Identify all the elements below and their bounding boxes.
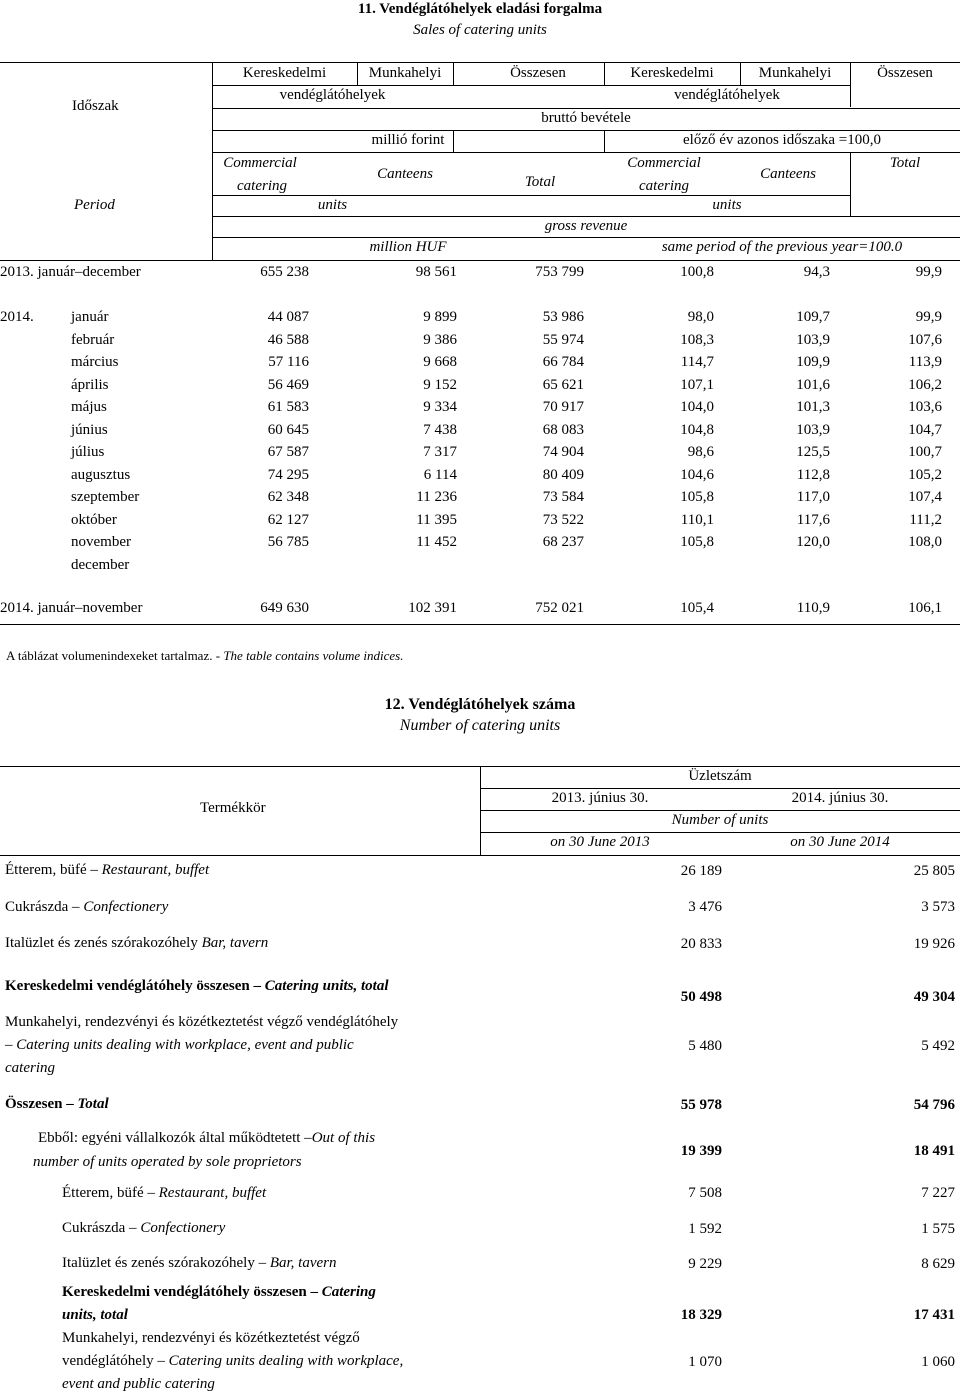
row-label-dash: – bbox=[5, 1037, 13, 1053]
table-cell: 655 238 bbox=[260, 264, 309, 280]
row-label-en2: units, total bbox=[62, 1307, 128, 1323]
table-cell: 105,8 bbox=[680, 489, 714, 505]
list-item bbox=[5, 1038, 354, 1053]
row-label-en: Bar, tavern bbox=[269, 1255, 337, 1271]
list-item bbox=[38, 1131, 375, 1146]
table-cell: 9 899 bbox=[423, 309, 457, 325]
month-label: november bbox=[71, 534, 131, 550]
col-kereskedelmi-index: Kereskedelmi bbox=[630, 65, 714, 81]
table-cell: 6 114 bbox=[423, 467, 457, 483]
table-cell: 100,8 bbox=[680, 264, 714, 280]
table-cell: 11 236 bbox=[416, 489, 457, 505]
table-cell: 62 348 bbox=[267, 489, 309, 505]
table-cell: 46 588 bbox=[267, 332, 309, 348]
row-label-en: Confectionery bbox=[140, 1220, 226, 1236]
table-cell: 8 629 bbox=[921, 1256, 955, 1272]
canteens-label: Canteens bbox=[377, 166, 433, 182]
table-cell: 100,7 bbox=[908, 444, 942, 460]
table-cell: 66 784 bbox=[542, 354, 584, 370]
month-label: április bbox=[71, 377, 109, 393]
col-osszesen: Összesen bbox=[510, 65, 566, 81]
row-label-hu: Cukrászda – bbox=[5, 899, 80, 915]
row-label-en: Catering units dealing with workplace, bbox=[168, 1353, 404, 1369]
month-label: március bbox=[71, 354, 119, 370]
date2-en: on 30 June 2014 bbox=[790, 834, 890, 850]
table-cell: 62 127 bbox=[267, 512, 309, 528]
idoszak-label: Időszak bbox=[72, 98, 119, 114]
list-item bbox=[5, 936, 268, 951]
table-cell: 98,0 bbox=[687, 309, 714, 325]
table-cell: 65 621 bbox=[542, 377, 584, 393]
table-cell: 105,4 bbox=[680, 600, 714, 616]
catering-index-label: catering bbox=[639, 178, 689, 194]
table12-subtitle: Number of catering units bbox=[399, 717, 561, 734]
table-cell: 112,8 bbox=[796, 467, 830, 483]
row-label-en: Catering units dealing with workplace, event and public bbox=[16, 1037, 354, 1053]
table-cell: 55 974 bbox=[542, 332, 584, 348]
table-cell: 104,0 bbox=[680, 399, 714, 415]
table11-title: 11. Vendéglátóhelyek eladási forgalma bbox=[357, 1, 603, 17]
table-cell: 114,7 bbox=[680, 354, 714, 370]
table-cell: 105,2 bbox=[908, 467, 942, 483]
vendeglatohelyek: vendéglátóhelyek bbox=[279, 87, 386, 103]
uzletszam-label: Üzletszám bbox=[688, 768, 752, 784]
table-cell: 9 229 bbox=[688, 1256, 722, 1272]
date1-en: on 30 June 2013 bbox=[550, 834, 650, 850]
commercial-index-label: Commercial bbox=[627, 155, 701, 171]
table-cell: 108,3 bbox=[680, 332, 714, 348]
million-huf: million HUF bbox=[369, 239, 447, 255]
table-cell: 120,0 bbox=[796, 534, 830, 550]
table-cell: 7 227 bbox=[921, 1185, 955, 1201]
month-label: július bbox=[71, 444, 105, 460]
table-cell: 1 060 bbox=[921, 1354, 955, 1370]
month-label: május bbox=[71, 399, 107, 415]
table-cell: 49 304 bbox=[913, 989, 955, 1005]
table-cell: 107,1 bbox=[680, 377, 714, 393]
table-cell: 104,7 bbox=[908, 422, 942, 438]
list-item bbox=[5, 1097, 109, 1112]
rule bbox=[0, 62, 960, 63]
row-label-hu: Munkahelyi, rendezvényi és közétkeztetést végző bbox=[62, 1330, 360, 1346]
table-cell: 18 491 bbox=[913, 1143, 955, 1159]
table-cell: 752 021 bbox=[535, 600, 584, 616]
table-cell: 7 508 bbox=[688, 1185, 722, 1201]
month-label: szeptember bbox=[71, 489, 140, 505]
table-cell: 94,3 bbox=[803, 264, 830, 280]
row-label-hu: Italüzlet és zenés szórakozóhely – bbox=[62, 1255, 267, 1271]
millio-forint: millió forint bbox=[371, 132, 445, 148]
table-cell: 5 492 bbox=[921, 1038, 955, 1054]
table-cell: 753 799 bbox=[535, 264, 584, 280]
table-cell: 53 986 bbox=[542, 309, 584, 325]
table-cell: 3 476 bbox=[688, 899, 722, 915]
date1-hu: 2013. június 30. bbox=[551, 790, 649, 806]
table-cell: 113,9 bbox=[908, 354, 942, 370]
note-en: The table contains volume indices. bbox=[223, 648, 404, 663]
list-item bbox=[62, 1256, 337, 1271]
table-cell: 106,2 bbox=[908, 377, 942, 393]
table-cell: 109,7 bbox=[796, 309, 830, 325]
table-cell: 9 386 bbox=[423, 332, 457, 348]
table-cell: 56 785 bbox=[267, 534, 309, 550]
table-cell: 101,3 bbox=[796, 399, 830, 415]
list-item bbox=[5, 863, 209, 878]
table12-title: 12. Vendéglátóhelyek száma bbox=[384, 696, 576, 713]
total-index-label: Total bbox=[889, 155, 921, 171]
row-label-en: Total bbox=[77, 1096, 109, 1112]
table-cell: 649 630 bbox=[260, 600, 309, 616]
table-cell: 101,6 bbox=[796, 377, 830, 393]
row-label-hu2: vendéglátóhely – bbox=[62, 1353, 165, 1369]
table-cell: 80 409 bbox=[542, 467, 584, 483]
table-cell: 106,1 bbox=[908, 600, 942, 616]
table-cell: 61 583 bbox=[267, 399, 309, 415]
table-cell: 111,2 bbox=[909, 512, 942, 528]
rule bbox=[480, 832, 960, 833]
table-cell: 107,4 bbox=[908, 489, 942, 505]
rule bbox=[480, 810, 960, 811]
list-item bbox=[62, 1186, 266, 1201]
table-cell: 26 189 bbox=[680, 863, 722, 879]
table-cell: 3 573 bbox=[921, 899, 955, 915]
col-munkahelyi: Munkahelyi bbox=[368, 65, 442, 81]
row-label-en2: number of units operated by sole proprietors bbox=[33, 1154, 302, 1170]
row-label-hu: Italüzlet és zenés szórakozóhely bbox=[5, 935, 198, 951]
table-cell: 117,0 bbox=[796, 489, 830, 505]
list-item bbox=[62, 1221, 225, 1236]
month-label: február bbox=[71, 332, 115, 348]
table-cell: 7 438 bbox=[423, 422, 457, 438]
table-cell: 1 592 bbox=[688, 1221, 722, 1237]
table-cell: 9 334 bbox=[423, 399, 457, 415]
col-osszesen-index: Összesen bbox=[877, 65, 933, 81]
table-cell: 99,9 bbox=[915, 264, 942, 280]
table-cell: 11 395 bbox=[416, 512, 457, 528]
table-cell: 104,6 bbox=[680, 467, 714, 483]
table-cell: 56 469 bbox=[267, 377, 309, 393]
row-label-hu: Munkahelyi, rendezvényi és közétkeztetést végző vendéglátóhely bbox=[5, 1014, 399, 1030]
row-label-en: Catering bbox=[321, 1284, 376, 1300]
month-label: december bbox=[71, 557, 130, 573]
row-label-en2: event and public catering bbox=[62, 1376, 215, 1392]
total-label: Total bbox=[524, 174, 556, 190]
canteens-index-label: Canteens bbox=[760, 166, 816, 182]
month-label: augusztus bbox=[71, 467, 131, 483]
number-of-units-label: Number of units bbox=[671, 812, 769, 828]
table-cell: 110,9 bbox=[796, 600, 830, 616]
table-cell: 9 152 bbox=[423, 377, 457, 393]
table-cell: 103,9 bbox=[796, 332, 830, 348]
row-label-hu: Ebből: egyéni vállalkozók által működtetett – bbox=[38, 1130, 312, 1146]
table-cell: 68 083 bbox=[542, 422, 584, 438]
table-cell: 60 645 bbox=[267, 422, 309, 438]
rule bbox=[0, 855, 960, 856]
vendeglatohelyek-index: vendéglátóhelyek bbox=[674, 87, 780, 103]
month-label: június bbox=[71, 422, 108, 438]
brutto-bevetele: bruttó bevétele bbox=[541, 110, 631, 126]
row-label-hu: Kereskedelmi vendéglátóhely összesen – bbox=[62, 1284, 318, 1300]
list-item bbox=[62, 1354, 403, 1369]
rule bbox=[212, 216, 960, 217]
table-cell: 1 575 bbox=[921, 1221, 955, 1237]
table-cell: 25 805 bbox=[913, 863, 955, 879]
month-label: január bbox=[71, 309, 109, 325]
table11-note bbox=[6, 649, 403, 662]
table-cell: 73 584 bbox=[542, 489, 584, 505]
row-label-en: Restaurant, buffet bbox=[101, 862, 210, 878]
row-2013-label: 2013. január–december bbox=[0, 264, 141, 280]
table-cell: 125,5 bbox=[796, 444, 830, 460]
month-label: október bbox=[71, 512, 117, 528]
rule bbox=[212, 130, 960, 131]
year-2014-label: 2014. bbox=[0, 309, 34, 325]
table-cell: 104,8 bbox=[680, 422, 714, 438]
table-cell: 107,6 bbox=[908, 332, 942, 348]
table-cell: 17 431 bbox=[913, 1307, 955, 1323]
row-label-hu: Cukrászda – bbox=[62, 1220, 137, 1236]
table-cell: 50 498 bbox=[680, 989, 722, 1005]
list-item bbox=[62, 1285, 376, 1300]
table-cell: 70 917 bbox=[542, 399, 584, 415]
termekkor-label: Termékkör bbox=[200, 800, 266, 816]
table-cell: 117,6 bbox=[796, 512, 830, 528]
table-cell: 102 391 bbox=[408, 600, 457, 616]
table-cell: 98 561 bbox=[415, 264, 457, 280]
table-cell: 103,6 bbox=[908, 399, 942, 415]
table-cell: 19 926 bbox=[913, 936, 955, 952]
rule bbox=[212, 237, 960, 238]
table-cell: 7 317 bbox=[423, 444, 457, 460]
rule bbox=[212, 85, 850, 86]
gross-revenue: gross revenue bbox=[544, 218, 628, 234]
row-label-en: Confectionery bbox=[83, 899, 169, 915]
table-cell: 54 796 bbox=[913, 1097, 955, 1113]
row-label-hu: Étterem, büfé – bbox=[5, 862, 98, 878]
units-index-label: units bbox=[712, 197, 742, 213]
table-cell: 1 070 bbox=[688, 1354, 722, 1370]
rule bbox=[0, 624, 960, 625]
table-cell: 9 668 bbox=[423, 354, 457, 370]
col-munkahelyi-index: Munkahelyi bbox=[758, 65, 832, 81]
table-cell: 68 237 bbox=[542, 534, 584, 550]
list-item bbox=[5, 979, 389, 994]
elozo-ev: előző év azonos időszaka =100,0 bbox=[683, 132, 881, 148]
row-label-hu: Kereskedelmi vendéglátóhely összesen – bbox=[5, 978, 261, 994]
rule bbox=[480, 788, 960, 789]
rule bbox=[212, 108, 960, 109]
date2-hu: 2014. június 30. bbox=[791, 790, 889, 806]
list-item bbox=[5, 900, 168, 915]
catering-label: catering bbox=[237, 178, 287, 194]
row-label-en: Out of this bbox=[311, 1130, 376, 1146]
table-cell: 18 329 bbox=[680, 1307, 722, 1323]
table11-subtitle: Sales of catering units bbox=[413, 22, 547, 38]
table-cell: 98,6 bbox=[687, 444, 714, 460]
table-cell: 11 452 bbox=[416, 534, 457, 550]
rule bbox=[0, 260, 960, 261]
table-cell: 74 904 bbox=[542, 444, 584, 460]
table-cell: 19 399 bbox=[680, 1143, 722, 1159]
commercial-label: Commercial bbox=[223, 155, 297, 171]
note-hu: A táblázat volumenindexeket tartalmaz. - bbox=[6, 648, 221, 663]
col-kereskedelmi: Kereskedelmi bbox=[242, 65, 327, 81]
row-label-en: Restaurant, buffet bbox=[158, 1185, 267, 1201]
table-cell: 57 116 bbox=[268, 354, 309, 370]
table-cell: 55 978 bbox=[680, 1097, 722, 1113]
table-cell: 103,9 bbox=[796, 422, 830, 438]
table-cell: 74 295 bbox=[267, 467, 309, 483]
table-cell: 67 587 bbox=[267, 444, 309, 460]
units-label: units bbox=[317, 197, 348, 213]
rule bbox=[212, 152, 960, 153]
row-label-en: Catering units, total bbox=[264, 978, 389, 994]
row-label-en2: catering bbox=[5, 1060, 55, 1076]
row-label-hu: Étterem, büfé – bbox=[62, 1185, 155, 1201]
row-2014-label: 2014. január–november bbox=[0, 600, 143, 616]
table-cell: 110,1 bbox=[680, 512, 714, 528]
row-label-hu: Összesen – bbox=[5, 1096, 74, 1112]
same-period: same period of the previous year=100.0 bbox=[661, 239, 903, 255]
table-cell: 109,9 bbox=[796, 354, 830, 370]
table-cell: 20 833 bbox=[680, 936, 722, 952]
table-cell: 5 480 bbox=[688, 1038, 722, 1054]
table-cell: 105,8 bbox=[680, 534, 714, 550]
period-label: Period bbox=[74, 197, 115, 213]
rule bbox=[212, 195, 850, 196]
table-cell: 44 087 bbox=[267, 309, 309, 325]
table-cell: 108,0 bbox=[908, 534, 942, 550]
row-label-en: Bar, tavern bbox=[201, 935, 269, 951]
table-cell: 99,9 bbox=[915, 309, 942, 325]
table-cell: 73 522 bbox=[542, 512, 584, 528]
